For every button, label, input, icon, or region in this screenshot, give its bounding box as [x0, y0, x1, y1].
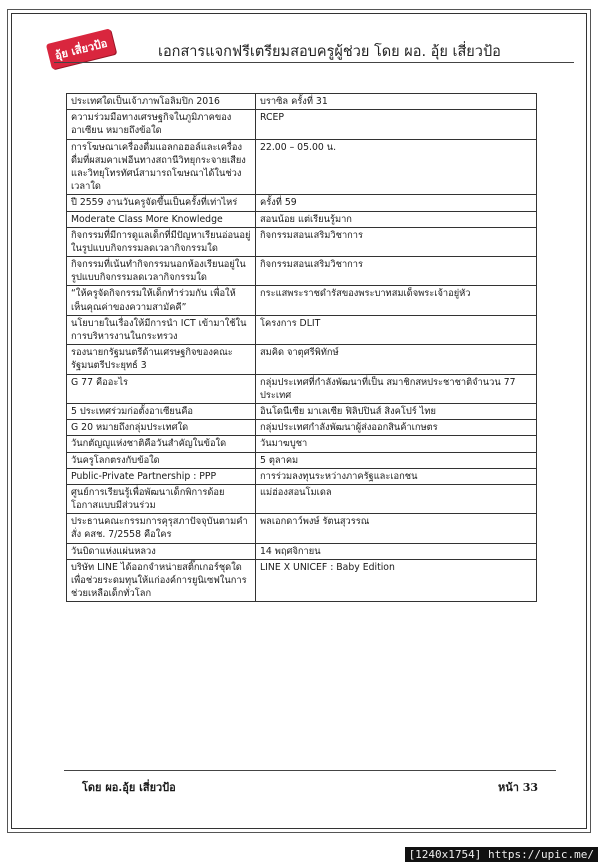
question-cell: ความร่วมมือทางเศรษฐกิจในภูมิภาคของอาเซียน หมายถึงข้อใด [67, 110, 256, 139]
question-cell: การโฆษณาเครื่องดื่มแอลกอฮอล์และเครื่องดื่มที่ผสมคาเฟอีนทางสถานีวิทยุกระจายเสียงและวิทยุโทรทัศน์สามารถโฆษณาได้ในช่วงเวลาใด [67, 139, 256, 195]
table-row [67, 484, 537, 513]
footer-page-number: หน้า 33 [498, 781, 539, 794]
upload-watermark: [1240x1754] https://upic.me/ [405, 847, 598, 862]
table-row [67, 315, 537, 344]
qa-table [66, 93, 537, 602]
answer-cell: แม่ฮ่องสอนโมเดล [256, 484, 537, 513]
answer-cell: อินโดนีเซีย มาเลเซีย ฟิลิปปินส์ สิงคโปร์ ไทย [256, 403, 537, 419]
question-cell: ประเทศใดเป็นเจ้าภาพโอลิมปิก 2016 [67, 94, 256, 110]
table-row [67, 257, 537, 286]
table-row [67, 345, 537, 374]
table-row [67, 468, 537, 484]
table-row [67, 452, 537, 468]
question-cell: “ให้ครูจัดกิจกรรมให้เด็กทำร่วมกัน เพื่อให้เห็นคุณค่าของความสามัคคี” [67, 286, 256, 315]
answer-cell: RCEP [256, 110, 537, 139]
question-cell: บริษัท LINE ได้ออกจำหน่ายสติ๊กเกอร์ชุดใดเพื่อช่วยระดมทุนให้แก่องค์การยูนิเซฟในการช่วยเหลือเด็กทั่วโลก [67, 559, 256, 602]
answer-cell: กลุ่มประเทศกำลังพัฒนาผู้ส่งออกสินค้าเกษตร [256, 420, 537, 436]
answer-cell: 5 ตุลาคม [256, 452, 537, 468]
table-row [67, 403, 537, 419]
question-cell: ประธานคณะกรรมการคุรุสภาปัจจุบันตามคำสั่ง คสช. 7/2558 คือใคร [67, 514, 256, 543]
question-cell: G 20 หมายถึงกลุ่มประเทศใด [67, 420, 256, 436]
table-row [67, 559, 537, 602]
question-cell: กิจกรรมที่เน้นทำกิจกรรมนอกห้องเรียนอยู่ในรูปแบบกิจกรรมลดเวลากิจกรรมใด [67, 257, 256, 286]
footer-author: โดย ผอ.อุ้ย เสี่ยวป้อ [82, 781, 176, 794]
answer-cell: กิจกรรมสอนเสริมวิชาการ [256, 257, 537, 286]
question-cell: วันครูโลกตรงกับข้อใด [67, 452, 256, 468]
answer-cell: การร่วมลงทุนระหว่างภาครัฐและเอกชน [256, 468, 537, 484]
table-row [67, 374, 537, 403]
table-row [67, 436, 537, 452]
table-row [67, 139, 537, 195]
table-row [67, 211, 537, 227]
table-row [67, 110, 537, 139]
answer-cell: กลุ่มประเทศที่กำลังพัฒนาที่เป็น สมาชิกสหประชาชาติจำนวน 77 ประเทศ [256, 374, 537, 403]
question-cell: 5 ประเทศร่วมก่อตั้งอาเซียนคือ [67, 403, 256, 419]
header-divider [54, 62, 574, 63]
answer-cell: LINE X UNICEF : Baby Edition [256, 559, 537, 602]
answer-cell: กิจกรรมสอนเสริมวิชาการ [256, 227, 537, 256]
question-cell: Public-Private Partnership : PPP [67, 468, 256, 484]
answer-cell: กระแสพระราชดำรัสของพระบาทสมเด็จพระเจ้าอยู่หัว [256, 286, 537, 315]
answer-cell: วันมาฆบูชา [256, 436, 537, 452]
answer-cell: ครั้งที่ 59 [256, 195, 537, 211]
answer-cell: โครงการ DLIT [256, 315, 537, 344]
table-row [67, 543, 537, 559]
question-cell: G 77 คืออะไร [67, 374, 256, 403]
answer-cell: 14 พฤศจิกายน [256, 543, 537, 559]
table-row [67, 227, 537, 256]
table-row [67, 514, 537, 543]
question-cell: รองนายกรัฐมนตรีด้านเศรษฐกิจของคณะรัฐมนตรีประยุทธ์ 3 [67, 345, 256, 374]
answer-cell: 22.00 – 05.00 น. [256, 139, 537, 195]
question-cell: วันกตัญญูแห่งชาติคือวันสำคัญในข้อใด [67, 436, 256, 452]
footer-divider [64, 770, 556, 771]
question-cell: ปี 2559 งานวันครูจัดขึ้นเป็นครั้งที่เท่าไหร่ [67, 195, 256, 211]
answer-cell: บราซิล ครั้งที่ 31 [256, 94, 537, 110]
table-row [67, 94, 537, 110]
question-cell: Moderate Class More Knowledge [67, 211, 256, 227]
author-logo-stamp: อุ้ย เสี่ยวป้อ [46, 28, 116, 69]
table-row [67, 195, 537, 211]
table-row [67, 286, 537, 315]
answer-cell: พลเอกดาว์พงษ์ รัตนสุวรรณ [256, 514, 537, 543]
answer-cell: สอนน้อย แต่เรียนรู้มาก [256, 211, 537, 227]
qa-table-body [67, 94, 537, 602]
question-cell: กิจกรรมที่มีการดูแลเด็กที่มีปัญหาเรียนอ่อนอยู่ในรูปแบบกิจกรรมลดเวลากิจกรรมใด [67, 227, 256, 256]
table-row [67, 420, 537, 436]
question-cell: นโยบายในเรื่องให้มีการนำ ICT เข้ามาใช้ในการบริหารงานในกระทรวง [67, 315, 256, 344]
question-cell: ศูนย์การเรียนรู้เพื่อพัฒนาเด็กพิการด้อยโอกาสแบบมีส่วนร่วม [67, 484, 256, 513]
header-title: เอกสารแจกฟรีเตรียมสอบครูผู้ช่วย โดย ผอ. อุ้ย เสี่ยวป้อ [158, 44, 501, 60]
question-cell: วันบิดาแห่งแผ่นหลวง [67, 543, 256, 559]
answer-cell: สมคิด จาตุศรีพิทักษ์ [256, 345, 537, 374]
